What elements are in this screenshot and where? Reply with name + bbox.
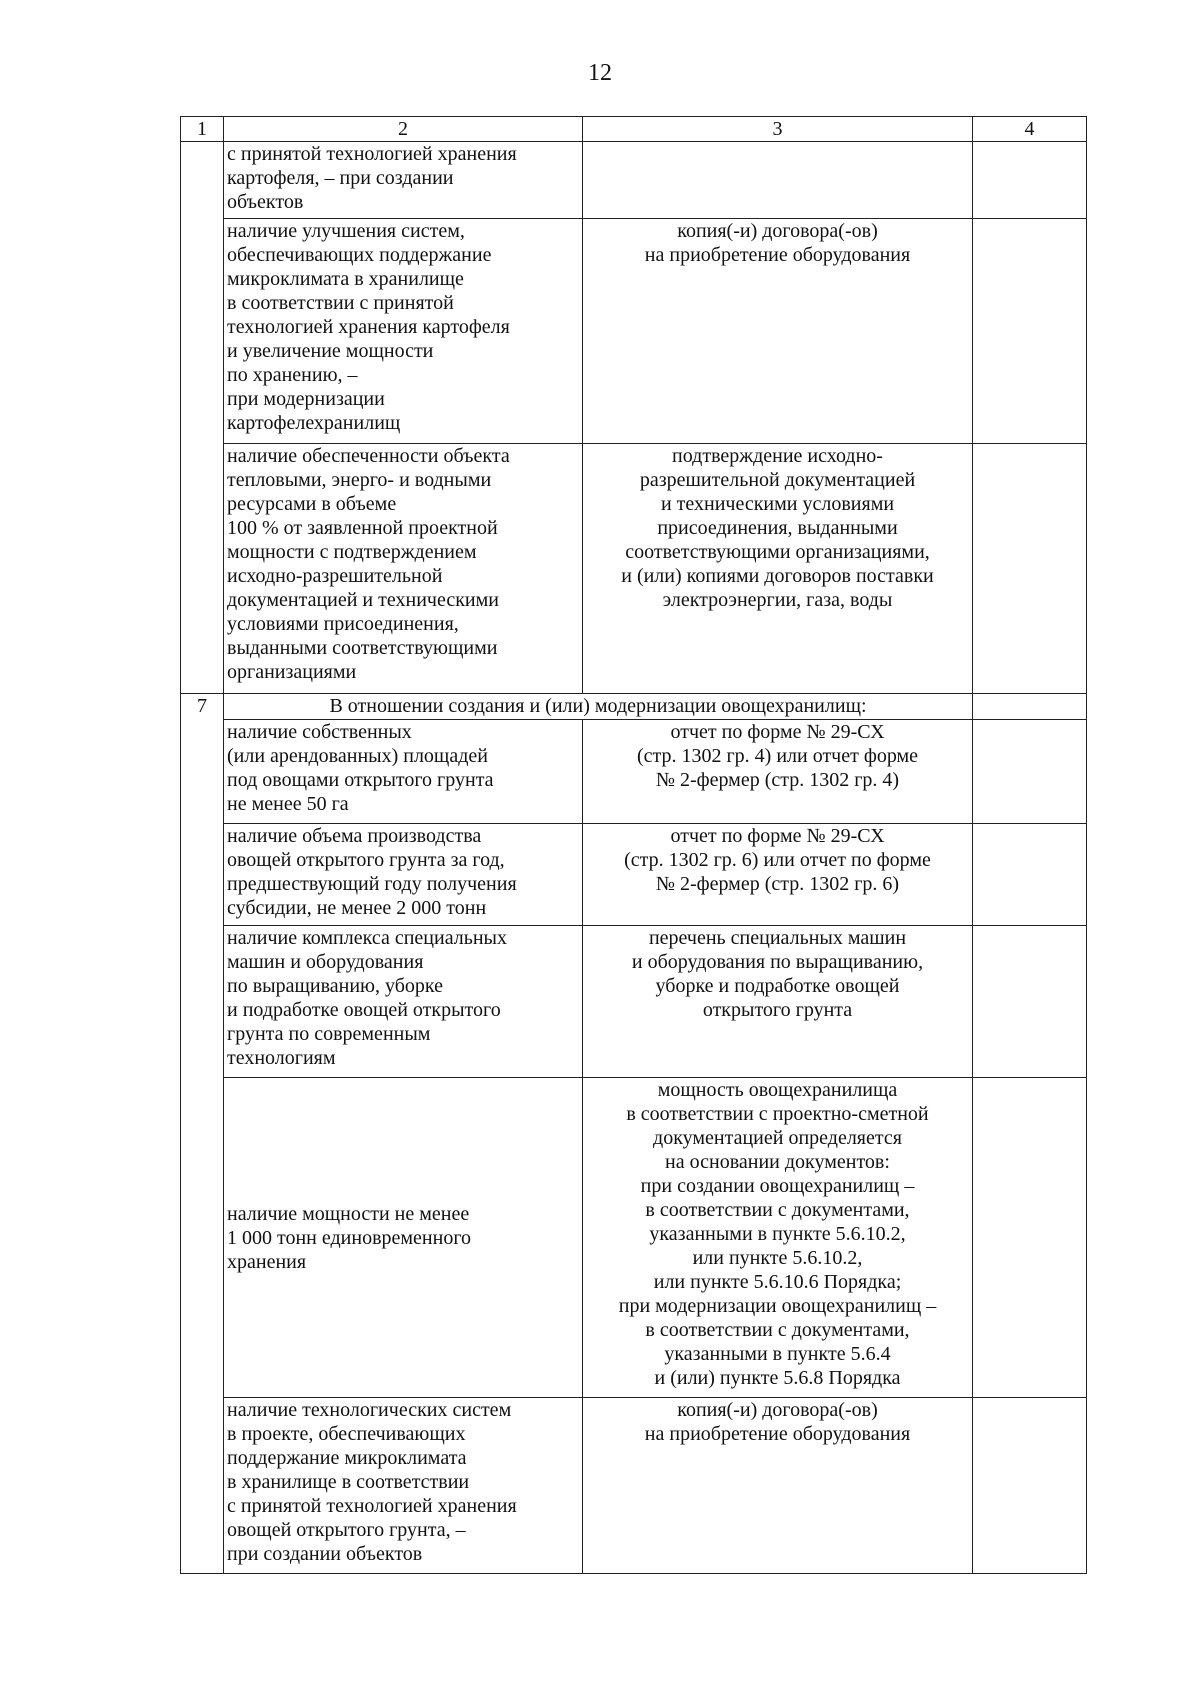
table-row <box>181 142 1087 219</box>
row-number-7: 7 <box>181 694 224 1574</box>
header-col-4: 4 <box>973 117 1087 142</box>
requirement-cell: наличие комплекса специальных машин и оборудования по выращиванию, уборке и подработке овощей открытого грунта по современным технологиям <box>224 926 583 1078</box>
documents-cell: мощность овощехранилища в соответствии с проектно-сметной документацией определяется на основании документов: при создании овощехранилищ – в соответствии с документами, указанными в пункте 5.6.10.2, или пункте 5.6.10.2, или пункте 5.6.10.6 Порядка; при модернизации овощехранилищ – в соответствии с документами, указанными в пункте 5.6.4 и (или) пункте 5.6.8 Порядка <box>583 1078 973 1398</box>
notes-cell <box>973 720 1087 824</box>
table-row <box>181 1078 1087 1398</box>
documents-cell: копия(-и) договора(-ов) на приобретение оборудования <box>583 219 973 444</box>
notes-cell <box>973 1398 1087 1574</box>
section-row <box>181 694 1087 720</box>
documents-cell: перечень специальных машин и оборудования по выращиванию, уборке и подработке овощей открытого грунта <box>583 926 973 1078</box>
requirement-cell: наличие улучшения систем, обеспечивающих поддержание микроклимата в хранилище в соответствии с принятой технологией хранения картофеля и увеличение мощности по хранению, – при модернизации картофелехранилищ <box>224 219 583 444</box>
documents-cell: отчет по форме № 29-СХ (стр. 1302 гр. 4) или отчет форме № 2-фермер (стр. 1302 гр. 4) <box>583 720 973 824</box>
requirement-cell: наличие обеспеченности объекта тепловыми, энерго- и водными ресурсами в объеме 100 % от заявленной проектной мощности с подтверждением исходно-разрешительной документацией и техническими условиями присоединения, выданными соответствующими организациями <box>224 444 583 694</box>
header-col-2: 2 <box>224 117 583 142</box>
requirement-cell: наличие технологических систем в проекте, обеспечивающих поддержание микроклимата в хранилище в соответствии с принятой технологией хранения овощей открытого грунта, – при создании объектов <box>224 1398 583 1574</box>
table-row <box>181 720 1087 824</box>
requirement-cell: наличие мощности не менее 1 000 тонн единовременного хранения <box>224 1078 583 1398</box>
notes-cell <box>973 824 1087 926</box>
table-header-row <box>181 117 1087 142</box>
section-title: В отношении создания и (или) модернизации овощехранилищ: <box>224 694 973 720</box>
notes-cell <box>973 444 1087 694</box>
requirement-cell: с принятой технологией хранения картофеля, – при создании объектов <box>224 142 583 219</box>
table-row <box>181 219 1087 444</box>
row-number-empty <box>181 142 224 694</box>
notes-cell <box>973 926 1087 1078</box>
documents-cell: отчет по форме № 29-СХ (стр. 1302 гр. 6) или отчет по форме № 2-фермер (стр. 1302 гр. 6) <box>583 824 973 926</box>
header-col-3: 3 <box>583 117 973 142</box>
notes-cell <box>973 1078 1087 1398</box>
notes-cell <box>973 694 1087 720</box>
documents-cell: подтверждение исходно- разрешительной документацией и техническими условиями присоединения, выданными соответствующими организациями, и (или) копиями договоров поставки электроэнергии, газа, воды <box>583 444 973 694</box>
documents-cell <box>583 142 973 219</box>
requirement-cell: наличие объема производства овощей открытого грунта за год, предшествующий году получения субсидии, не менее 2 000 тонн <box>224 824 583 926</box>
table-row <box>181 1398 1087 1574</box>
header-col-1: 1 <box>181 117 224 142</box>
notes-cell <box>973 142 1087 219</box>
table-row <box>181 444 1087 694</box>
requirement-cell: наличие собственных (или арендованных) площадей под овощами открытого грунта не менее 50 га <box>224 720 583 824</box>
page-number: 12 <box>588 60 612 86</box>
table-row <box>181 926 1087 1078</box>
documents-cell: копия(-и) договора(-ов) на приобретение оборудования <box>583 1398 973 1574</box>
requirements-table <box>180 116 1087 1574</box>
notes-cell <box>973 219 1087 444</box>
table-row <box>181 824 1087 926</box>
